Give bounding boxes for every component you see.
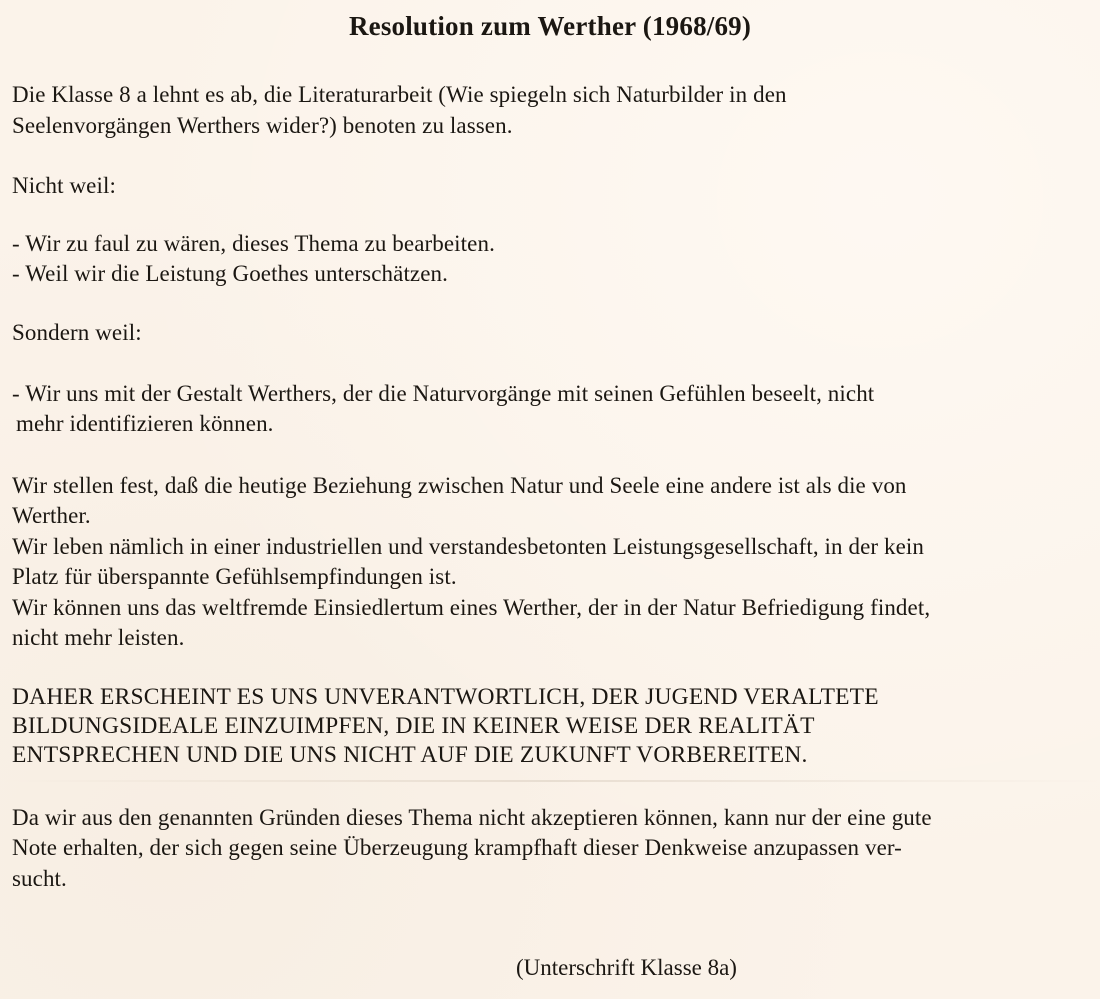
closing-line-3: sucht. — [12, 866, 67, 891]
paper-fold — [0, 780, 1100, 782]
not-because-item-1: - Wir zu faul zu wären, dieses Thema zu bearbeiten. — [12, 231, 495, 256]
conclusion-line-1: DAHER ERSCHEINT ES UNS UNVERANTWORTLICH, DER JUGEND VERALTETE — [12, 684, 879, 710]
findings-line-1: Wir stellen fest, daß die heutige Beziehung zwischen Natur und Seele eine andere ist als die von — [12, 473, 907, 498]
closing-line-2: Note erhalten, der sich gegen seine Überzeugung krampfhaft dieser Denkweise anzupassen ver- — [12, 835, 902, 860]
document-title: Resolution zum Werther (1968/69) — [348, 11, 752, 41]
findings-line-3: Wir leben nämlich in einer industriellen und verstandesbetonten Leistungsgesellschaft, in der kein — [12, 534, 924, 559]
intro-line-2: Seelenvorgängen Werthers wider?) benoten zu lassen. — [12, 113, 513, 138]
not-because-item-2: - Weil wir die Leistung Goethes unterschätzen. — [12, 261, 448, 286]
but-because-item-1: - Wir uns mit der Gestalt Werthers, der die Naturvorgänge mit seinen Gefühlen beseelt, nicht — [12, 381, 875, 406]
findings-line-4: Platz für überspannte Gefühlsempfindungen ist. — [12, 564, 457, 589]
but-because-item-1-cont: mehr identifizieren können. — [16, 411, 274, 436]
closing-line-1: Da wir aus den genannten Gründen dieses Thema nicht akzeptieren können, kann nur der eine gute — [12, 805, 932, 830]
conclusion-line-3: ENTSPRECHEN UND DIE UNS NICHT AUF DIE ZUKUNFT VORBEREITEN. — [12, 742, 808, 768]
findings-line-2: Werther. — [12, 503, 91, 528]
but-because-heading: Sondern weil: — [12, 320, 142, 345]
intro-line-1: Die Klasse 8 a lehnt es ab, die Literaturarbeit (Wie spiegeln sich Naturbilder in den — [12, 82, 787, 107]
findings-line-5: Wir können uns das weltfremde Einsiedlertum eines Werther, der in der Natur Befriedigung findet, — [12, 595, 931, 620]
signature-line: (Unterschrift Klasse 8a) — [516, 955, 737, 980]
conclusion-line-2: BILDUNGSIDEALE EINZUIMPFEN, DIE IN KEINER WEISE DER REALITÄT — [12, 713, 815, 739]
findings-line-6: nicht mehr leisten. — [12, 625, 185, 650]
not-because-heading: Nicht weil: — [12, 173, 116, 198]
